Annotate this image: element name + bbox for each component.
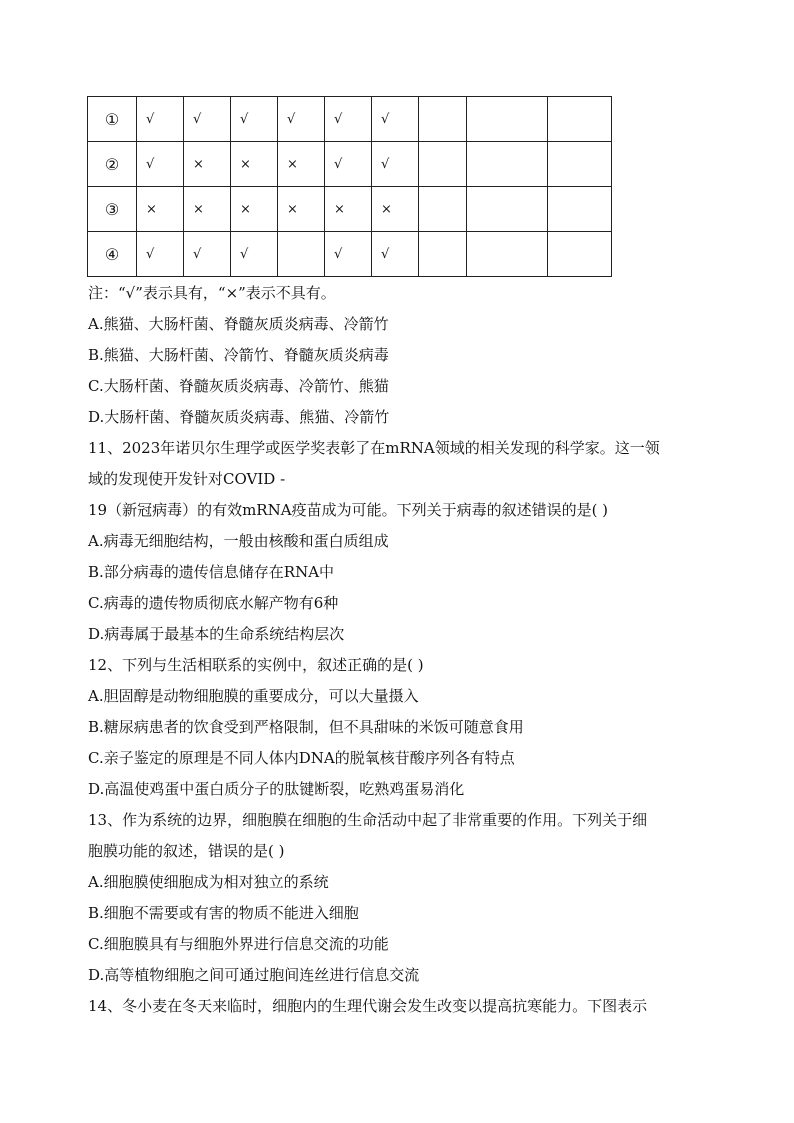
table-cell-empty	[467, 187, 548, 232]
table-note: 注：“√”表示具有，“×”表示不具有。	[88, 284, 336, 302]
table-cell: √	[137, 142, 184, 187]
table-row	[88, 232, 612, 277]
question-stem: 12、下列与生活相联系的实例中，叙述正确的是( )	[88, 656, 424, 674]
table-cell-empty	[419, 232, 467, 277]
table-cell: √	[137, 97, 184, 142]
table-cell: √	[184, 97, 231, 142]
table-cell: √	[184, 232, 231, 277]
characteristics-table	[87, 96, 612, 277]
option-line: B.部分病毒的遗传信息储存在RNA中	[88, 563, 335, 581]
option-line: A.细胞膜使细胞成为相对独立的系统	[88, 873, 329, 891]
option-line: D.高温使鸡蛋中蛋白质分子的肽键断裂，吃熟鸡蛋易消化	[88, 780, 465, 798]
question-stem: 13、作为系统的边界，细胞膜在细胞的生命活动中起了非常重要的作用。下列关于细	[88, 811, 648, 829]
option-line: C.大肠杆菌、脊髓灰质炎病毒、冷箭竹、熊猫	[88, 377, 389, 395]
table-cell-empty	[419, 187, 467, 232]
table-cell: ×	[372, 187, 419, 232]
option-line: B.细胞不需要或有害的物质不能进入细胞	[88, 904, 359, 922]
option-line: C.病毒的遗传物质彻底水解产物有6种	[88, 594, 339, 612]
table-cell-empty	[467, 97, 548, 142]
table-cell: √	[372, 97, 419, 142]
row-label: ②	[88, 142, 137, 187]
question-stem: 14、冬小麦在冬天来临时，细胞内的生理代谢会发生改变以提高抗寒能力。下图表示	[88, 997, 648, 1015]
option-line: C.亲子鉴定的原理是不同人体内DNA的脱氧核苷酸序列各有特点	[88, 749, 515, 767]
table-cell-empty	[548, 142, 612, 187]
row-label: ③	[88, 187, 137, 232]
question-stem: 11、2023年诺贝尔生理学或医学奖表彰了在mRNA领域的相关发现的科学家。这一领	[88, 439, 660, 457]
table-cell-empty	[548, 187, 612, 232]
question-stem: 域的发现使开发针对COVID -	[88, 470, 286, 488]
option-line: C.细胞膜具有与细胞外界进行信息交流的功能	[88, 935, 389, 953]
table-cell: ×	[137, 187, 184, 232]
table-row	[88, 97, 612, 142]
row-label: ①	[88, 97, 137, 142]
table-cell-empty	[467, 232, 548, 277]
table-cell-empty	[419, 142, 467, 187]
table-cell: ×	[231, 142, 278, 187]
table-cell: √	[372, 232, 419, 277]
table-cell: ×	[231, 187, 278, 232]
option-line: D.病毒属于最基本的生命系统结构层次	[88, 625, 345, 643]
table-cell-empty	[419, 97, 467, 142]
table-cell	[278, 232, 325, 277]
table-cell: √	[325, 142, 372, 187]
question-text	[88, 278, 708, 1022]
table-cell-empty	[467, 142, 548, 187]
table-cell: ×	[278, 187, 325, 232]
table-cell: ×	[325, 187, 372, 232]
table-cell: ×	[184, 142, 231, 187]
table-cell: √	[372, 142, 419, 187]
option-line: D.高等植物细胞之间可通过胞间连丝进行信息交流	[88, 966, 420, 984]
option-line: B.熊猫、大肠杆菌、冷箭竹、脊髓灰质炎病毒	[88, 346, 389, 364]
row-label: ④	[88, 232, 137, 277]
table-cell: √	[137, 232, 184, 277]
table-cell: ×	[278, 142, 325, 187]
table-cell: √	[325, 232, 372, 277]
table-cell: √	[325, 97, 372, 142]
option-line: A.胆固醇是动物细胞膜的重要成分，可以大量摄入	[88, 687, 419, 705]
table-cell: √	[231, 97, 278, 142]
table-cell: ×	[184, 187, 231, 232]
table-cell: √	[278, 97, 325, 142]
table-row	[88, 187, 612, 232]
table-cell: √	[231, 232, 278, 277]
option-line: A.病毒无细胞结构，一般由核酸和蛋白质组成	[88, 532, 389, 550]
question-stem: 19（新冠病毒）的有效mRNA疫苗成为可能。下列关于病毒的叙述错误的是( )	[88, 501, 609, 519]
option-line: A.熊猫、大肠杆菌、脊髓灰质炎病毒、冷箭竹	[88, 315, 389, 333]
table-row	[88, 142, 612, 187]
option-line: D.大肠杆菌、脊髓灰质炎病毒、熊猫、冷箭竹	[88, 408, 390, 426]
table-cell-empty	[548, 232, 612, 277]
question-stem: 胞膜功能的叙述，错误的是( )	[88, 842, 285, 860]
option-line: B.糖尿病患者的饮食受到严格限制，但不具甜味的米饭可随意食用	[88, 718, 524, 736]
table-cell-empty	[548, 97, 612, 142]
